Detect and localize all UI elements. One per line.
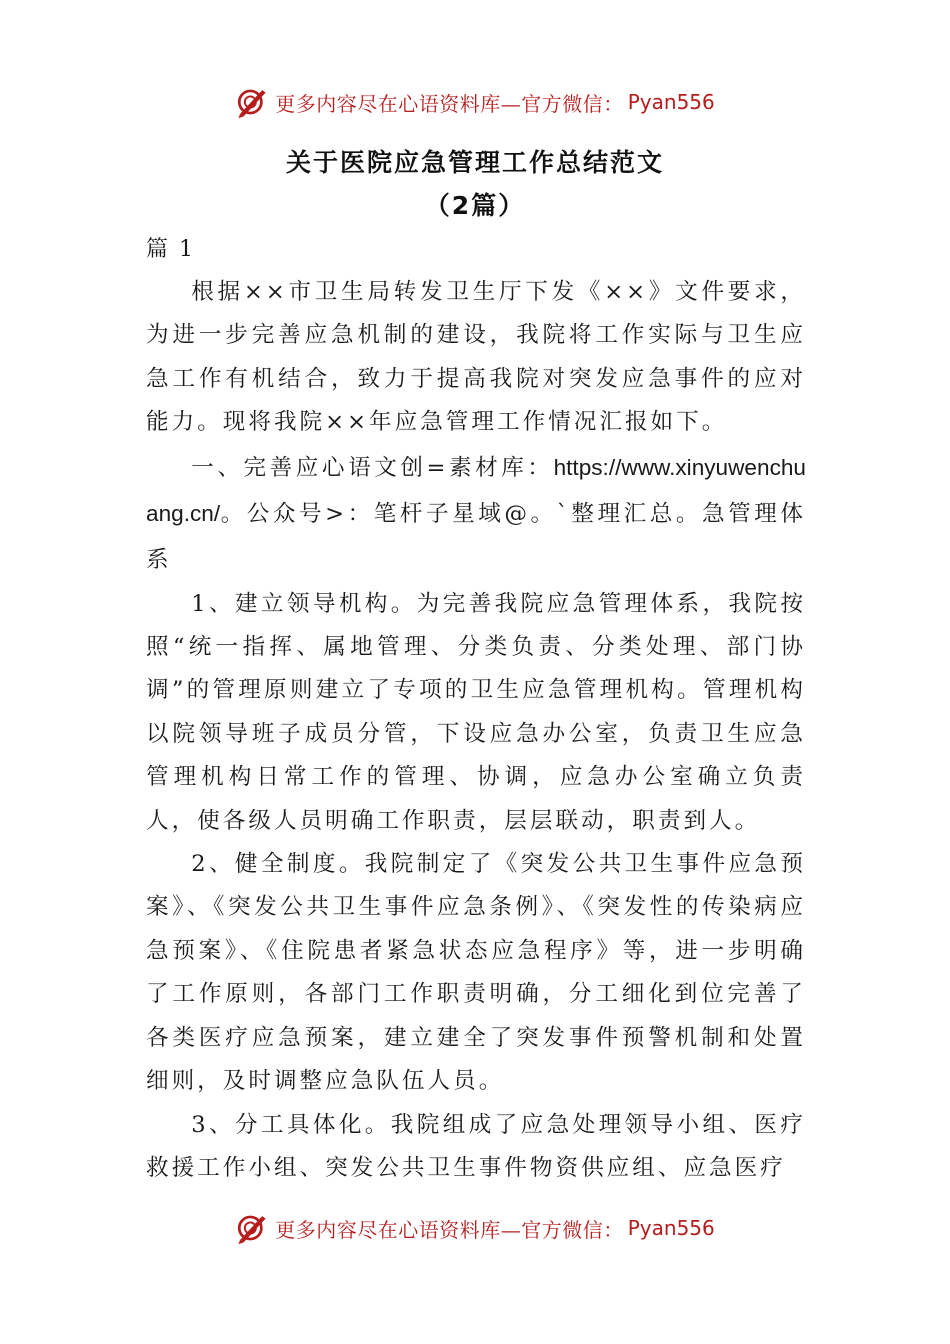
document-title: 关于医院应急管理工作总结范文: [285, 148, 664, 177]
pen-logo-icon: [235, 85, 269, 119]
footer-banner: [0, 1208, 950, 1248]
paragraph-item-1: 1、建立领导机构。为完善我院应急管理体系，我院按照“统一指挥、属地管理、分类负责、分类处理、部门协调”的管理原则建立了专项的卫生应急管理机构。管理机构以院领导班子成员分管，下设应急办公室，负责卫生应急管理机构日常工作的管理、协调，应急办公室确立负责人，使各级人员明确工作职责，层层联动，职责到人。: [146, 590, 806, 834]
heading-text-before: 一、完善应心语文创=素材库：: [191, 454, 554, 481]
document-subtitle: （2篇）: [424, 191, 526, 220]
heading-text-after: 。公众号>：笔杆子星域@。`整理汇总。急管理体系: [146, 500, 806, 573]
section-label: 篇 1: [146, 237, 195, 262]
paragraph-item-2: 2、健全制度。我院制定了《突发公共卫生事件应急预案》、《突发公共卫生事件应急条例》、《突发性的传染病应急预案》、《住院患者紧急状态应急程序》等，进一步明确了工作原则，各部门工作职责明确，分工细化到位完善了各类医疗应急预案，建立建全了突发事件预警机制和处置细则，及时调整应急队伍人员。: [146, 851, 806, 1095]
banner-text: 更多内容尽在心语资料库—官方微信：: [275, 91, 624, 116]
source-url-link[interactable]: https://www.xinyuwenchuang.cn/: [146, 454, 806, 526]
banner-wechat-id: Pyan556: [627, 1216, 715, 1240]
paragraph-heading-1: [146, 445, 806, 583]
header-banner: [0, 82, 950, 122]
document-body: [146, 271, 806, 1190]
banner-text: 更多内容尽在心语资料库—官方微信：: [275, 1217, 624, 1242]
banner-wechat-id: Pyan556: [627, 90, 715, 114]
paragraph-intro: 根据××市卫生局转发卫生厅下发《××》文件要求，为进一步完善应急机制的建设，我院将工作实际与卫生应急工作有机结合，致力于提高我院对突发应急事件的应对能力。现将我院××年应急管理工作情况汇报如下。: [146, 279, 806, 436]
paragraph-item-3: 3、分工具体化。我院组成了应急处理领导小组、医疗救援工作小组、突发公共卫生事件物资供应组、应急医疗: [146, 1111, 806, 1181]
pen-logo-icon: [235, 1211, 269, 1245]
